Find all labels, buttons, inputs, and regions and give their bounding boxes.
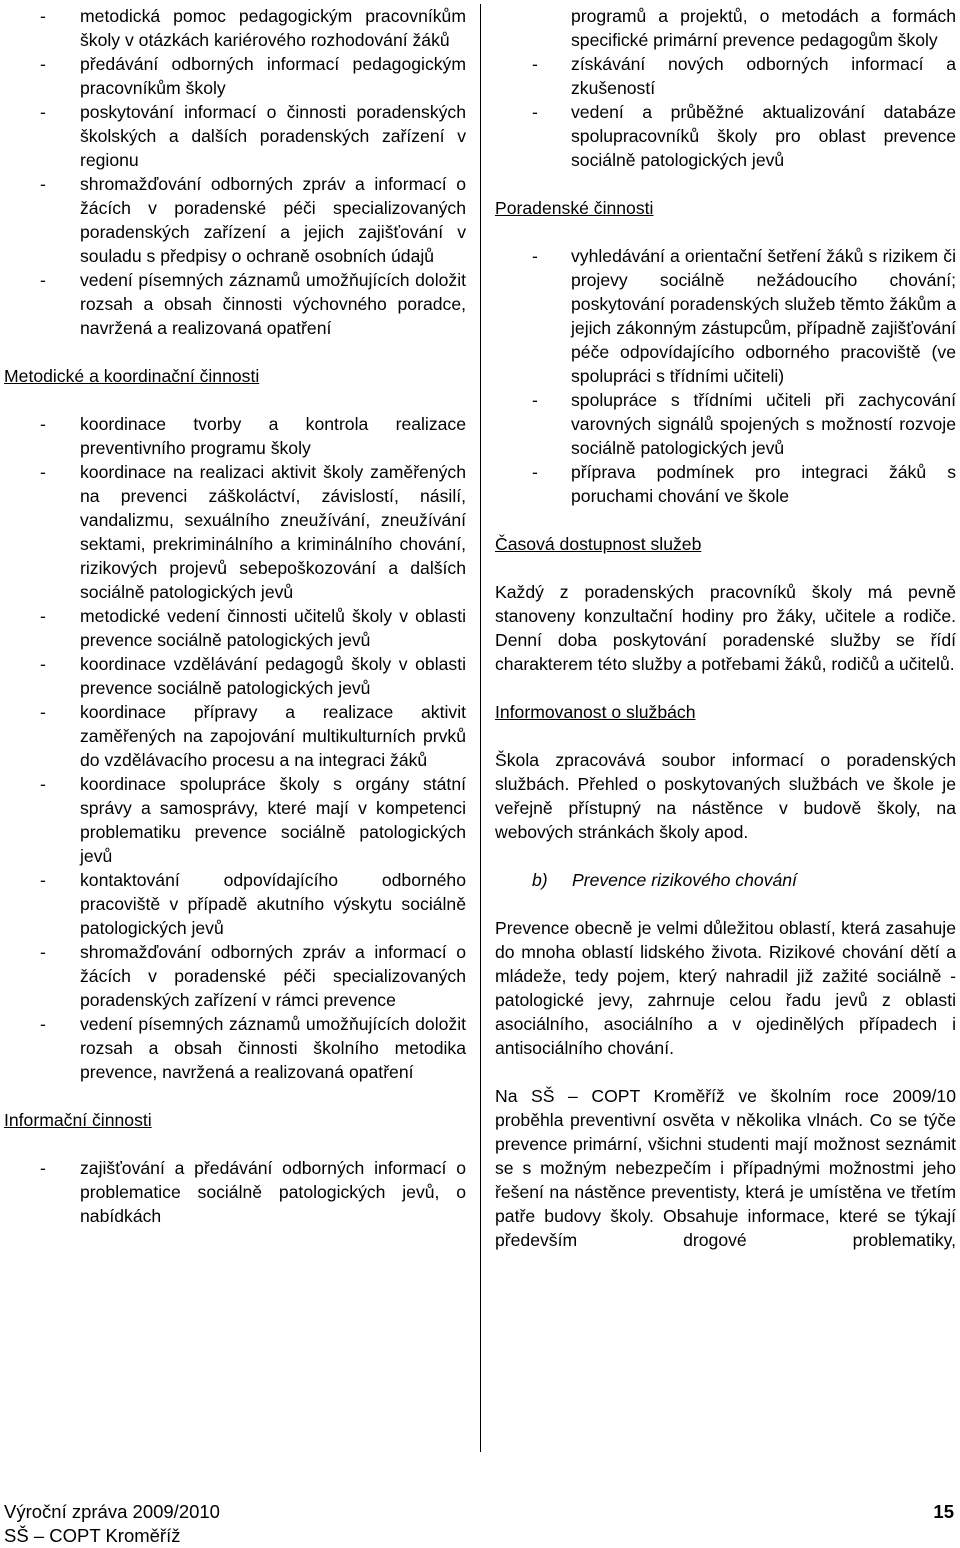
footer-school-name: SŠ – COPT Kroměříž [4, 1525, 181, 1546]
list-item: - vedení písemných záznamů umožňujících doložit rozsah a obsah činnosti výchovného poradce, navržená a realizovaná opatření [40, 270, 466, 338]
list-informacni-cinnosti [4, 1156, 466, 1228]
list-item: - vedení a průběžné aktualizování databáze spolupracovníků školy pro oblast prevence sociálně patologických jevů [532, 102, 956, 170]
list-item: - koordinace přípravy a realizace aktivit zaměřených na zapojování multikulturních prvků do vzdělávacího procesu a na integraci žáků [40, 702, 466, 770]
list-item: - příprava podmínek pro integraci žáků s poruchami chování ve škole [532, 462, 956, 506]
column-divider [480, 4, 481, 1452]
subheading-text: Prevence rizikového chování [572, 870, 797, 890]
list-item: - vyhledávání a orientační šetření žáků s rizikem či projevy sociálně nežádoucího chování; poskytování poradenských služeb těmto žákům a jejich zákonným zástupcům, případně zajišťování péče odpovídajícího odborného pracoviště (ve spolupráci s třídními učiteli) [532, 246, 956, 386]
list-item: - koordinace na realizaci aktivit školy zaměřených na prevenci záškoláctví, závislostí, násilí, vandalizmu, sexuálního zneužívání, zneužívání sektami, prekriminálního a kriminálního chování, rizikových projevů sebepoškozování a dalších sociálně patologických jevů [40, 462, 466, 602]
list-item: - koordinace spolupráce školy s orgány státní správy a samosprávy, které mají v kompetenci problematiku prevence sociálně patologických jevů [40, 774, 466, 866]
heading-poradenske-cinnosti: Poradenské činnosti [495, 198, 654, 218]
list-vychovny-poradce [4, 4, 466, 340]
list-item: - zajišťování a předávání odborných informací o problematice sociálně patologických jevů, o nabídkách [40, 1158, 466, 1226]
list-item: - koordinace vzdělávání pedagogů školy v oblasti prevence sociálně patologických jevů [40, 654, 466, 698]
paragraph-prevence: Prevence obecně je velmi důležitou oblastí, která zasahuje do mnoha oblastí lidského života. Rizikové chování dětí a mládeže, tedy pojem, který nahradil již zažité sociálně - patologické jevy, zahrnuje celou řadu jevů z oblasti asociálního, asociálního a v ojedinělých případech i antisociálního chování. [495, 918, 956, 1058]
right-column [495, 4, 956, 1252]
paragraph-ss-copt: Na SŠ – COPT Kroměříž ve školním roce 2009/10 proběhla preventivní osvěta v několika vlnách. Co se týče prevence primární, všichni studenti mají možnost seznámit se s možným nebezpečím i případnými možnostmi jeho řešení na nástěnce preventisty, která je umístěna ve třetím patře budovy školy. Obsahuje informace, které se týkají především drogové problematiky, [495, 1086, 956, 1250]
list-item: - kontaktování odpovídajícího odborného pracoviště v případě akutního výskytu sociálně patologických jevů [40, 870, 466, 938]
paragraph-informovanost: Škola zpracovává soubor informací o poradenských službách. Přehled o poskytovaných službách ve škole je veřejně přístupný na nástěnce v budově školy, na webových stránkách školy apod. [495, 750, 956, 842]
page-number: 15 [933, 1501, 954, 1522]
list-item: - získávání nových odborných informací a zkušeností [532, 54, 956, 98]
heading-metodicke-cinnosti: Metodické a koordinační činnosti [4, 366, 260, 386]
list-item: - spolupráce s třídními učiteli při zachycování varovných signálů spojených s možností rozvoje sociálně patologických jevů [532, 390, 956, 458]
list-item: - koordinace tvorby a kontrola realizace preventivního programu školy [40, 414, 466, 458]
list-item: - předávání odborných informací pedagogickým pracovníkům školy [40, 54, 466, 98]
list-item: - shromažďování odborných zpráv a informací o žácích v poradenské péči specializovaných poradenských zařízení a jejich zajišťování v souladu s předpisy o ochraně osobních údajů [40, 174, 466, 266]
paragraph-casova-dostupnost: Každý z poradenských pracovníků školy má pevně stanoveny konzultační hodiny pro žáky, učitele a rodiče. Denní doba poskytování poradenské služby se řídí charakterem této služby a potřebami žáků, rodičů a učitelů. [495, 582, 956, 674]
left-column [4, 4, 466, 1228]
list-poradenske-cinnosti [495, 244, 956, 508]
subheading-prevence [495, 868, 956, 892]
list-item-continuation: programů a projektů, o metodách a formách specifické primární prevence pedagogům školy [571, 6, 956, 50]
list-item: - metodické vedení činnosti učitelů školy v oblasti prevence sociálně patologických jevů [40, 606, 466, 650]
heading-informovanost: Informovanost o službách [495, 702, 696, 722]
list-item: - shromažďování odborných zpráv a informací o žácích v poradenské péči specializovaných poradenských zařízení v rámci prevence [40, 942, 466, 1010]
footer [4, 1500, 220, 1548]
heading-casova-dostupnost: Časová dostupnost služeb [495, 534, 702, 554]
subheading-label: b) [532, 870, 548, 890]
footer-report-title: Výroční zpráva 2009/2010 [4, 1501, 220, 1522]
list-informacni-cinnosti-cont [495, 52, 956, 172]
list-item: - vedení písemných záznamů umožňujících doložit rozsah a obsah činnosti školního metodika prevence, navržená a realizovaná opatření [40, 1014, 466, 1082]
list-metodicke-cinnosti [4, 412, 466, 1084]
list-item: - poskytování informací o činnosti poradenských školských a dalších poradenských zařízení v regionu [40, 102, 466, 170]
heading-informacni-cinnosti: Informační činnosti [4, 1110, 152, 1130]
list-item: - metodická pomoc pedagogickým pracovníkům školy v otázkách kariérového rozhodování žáků [40, 6, 466, 50]
